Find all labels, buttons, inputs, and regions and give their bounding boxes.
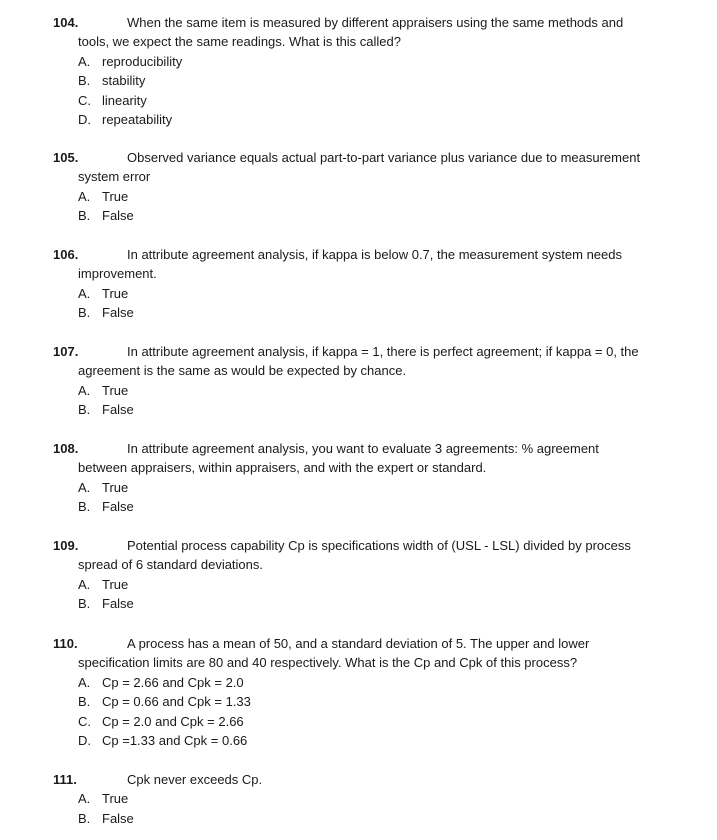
question-text-continued: improvement. xyxy=(78,266,157,281)
option-letter: B. xyxy=(78,694,91,709)
answer-option xyxy=(0,400,717,420)
answer-option xyxy=(0,594,717,614)
option-letter: A. xyxy=(78,188,91,204)
answer-option xyxy=(0,712,717,732)
question-text: Cpk never exceeds Cp. xyxy=(127,772,263,787)
option-text: False xyxy=(102,596,134,611)
question-text-continued: specification limits are 80 and 40 respectively. What is the Cp and Cpk of this process? xyxy=(78,655,578,670)
option-text: linearity xyxy=(102,92,147,108)
option-letter: D. xyxy=(78,733,91,748)
answer-option xyxy=(0,110,717,130)
answer-option xyxy=(0,731,717,751)
question-text-continued: tools, we expect the same readings. What is this called? xyxy=(78,34,401,49)
option-letter: A. xyxy=(78,479,91,495)
option-text: Cp = 0.66 and Cpk = 1.33 xyxy=(102,694,251,709)
option-text: False xyxy=(102,499,134,514)
option-text: True xyxy=(102,791,129,806)
question-text-continued: between appraisers, within appraisers, and with the expert or standard. xyxy=(78,460,487,475)
answer-option xyxy=(0,478,717,498)
option-letter: C. xyxy=(78,713,91,729)
question-number: 107. xyxy=(53,344,79,359)
option-letter: B. xyxy=(78,810,91,826)
option-letter: A. xyxy=(78,53,91,69)
option-letter: B. xyxy=(78,499,91,514)
option-letter: B. xyxy=(78,208,91,223)
question-text-continued: spread of 6 standard deviations. xyxy=(78,557,264,572)
option-letter: A. xyxy=(78,576,91,592)
answer-option xyxy=(0,91,717,111)
option-letter: B. xyxy=(78,305,91,320)
question-109 xyxy=(0,536,717,614)
question-number: 106. xyxy=(53,247,79,262)
question-104 xyxy=(0,13,717,130)
question-text: In attribute agreement analysis, if kappa = 1, there is perfect agreement; if kappa = 0, the xyxy=(127,344,639,359)
question-number: 108. xyxy=(53,441,79,456)
option-text: False xyxy=(102,810,134,826)
question-text: In attribute agreement analysis, you want to evaluate 3 agreements: % agreement xyxy=(127,441,599,456)
option-letter: A. xyxy=(78,285,91,301)
question-107 xyxy=(0,342,717,420)
question-number: 111. xyxy=(53,772,77,787)
option-text: False xyxy=(102,305,134,320)
answer-option xyxy=(0,575,717,595)
question-text: When the same item is measured by different appraisers using the same methods and xyxy=(127,15,624,30)
option-letter: D. xyxy=(78,112,91,127)
answer-option xyxy=(0,71,717,91)
question-text-continued: agreement is the same as would be expected by chance. xyxy=(78,363,407,378)
answer-option xyxy=(0,284,717,304)
question-text: In attribute agreement analysis, if kappa is below 0.7, the measurement system needs xyxy=(127,247,622,262)
option-text: False xyxy=(102,208,134,223)
answer-option xyxy=(0,52,717,72)
option-letter: B. xyxy=(78,73,91,88)
answer-option xyxy=(0,789,717,809)
option-text: True xyxy=(102,479,129,495)
option-letter: B. xyxy=(78,596,91,611)
option-text: False xyxy=(102,402,134,417)
option-text: True xyxy=(102,576,129,592)
option-text: reproducibility xyxy=(102,53,183,69)
option-letter: A. xyxy=(78,791,91,806)
question-111 xyxy=(0,770,717,828)
question-105 xyxy=(0,148,717,226)
option-text: True xyxy=(102,188,129,204)
question-number: 104. xyxy=(53,15,79,30)
question-number: 110. xyxy=(53,636,78,651)
option-text: repeatability xyxy=(102,112,173,127)
answer-option xyxy=(0,692,717,712)
question-108 xyxy=(0,439,717,517)
answer-option xyxy=(0,187,717,207)
option-letter: B. xyxy=(78,402,91,417)
option-text: True xyxy=(102,285,129,301)
answer-option xyxy=(0,206,717,226)
answer-option xyxy=(0,497,717,517)
answer-option xyxy=(0,381,717,401)
question-number: 105. xyxy=(53,150,79,165)
option-text: Cp = 2.66 and Cpk = 2.0 xyxy=(102,674,244,690)
option-letter: C. xyxy=(78,92,91,108)
question-number: 109. xyxy=(53,538,79,553)
answer-option xyxy=(0,673,717,693)
question-text-continued: system error xyxy=(78,169,151,184)
option-letter: A. xyxy=(78,674,91,690)
option-text: True xyxy=(102,382,129,398)
question-text: Potential process capability Cp is specifications width of (USL - LSL) divided by process xyxy=(127,538,631,553)
question-text: Observed variance equals actual part-to-part variance plus variance due to measurement xyxy=(127,150,641,165)
answer-option xyxy=(0,303,717,323)
option-text: Cp = 2.0 and Cpk = 2.66 xyxy=(102,713,244,729)
option-text: Cp =1.33 and Cpk = 0.66 xyxy=(102,733,248,748)
question-text: A process has a mean of 50, and a standard deviation of 5. The upper and lower xyxy=(127,636,590,651)
option-text: stability xyxy=(102,73,146,88)
question-106 xyxy=(0,245,717,323)
answer-option xyxy=(0,809,717,829)
option-letter: A. xyxy=(78,382,91,398)
question-110 xyxy=(0,634,717,751)
